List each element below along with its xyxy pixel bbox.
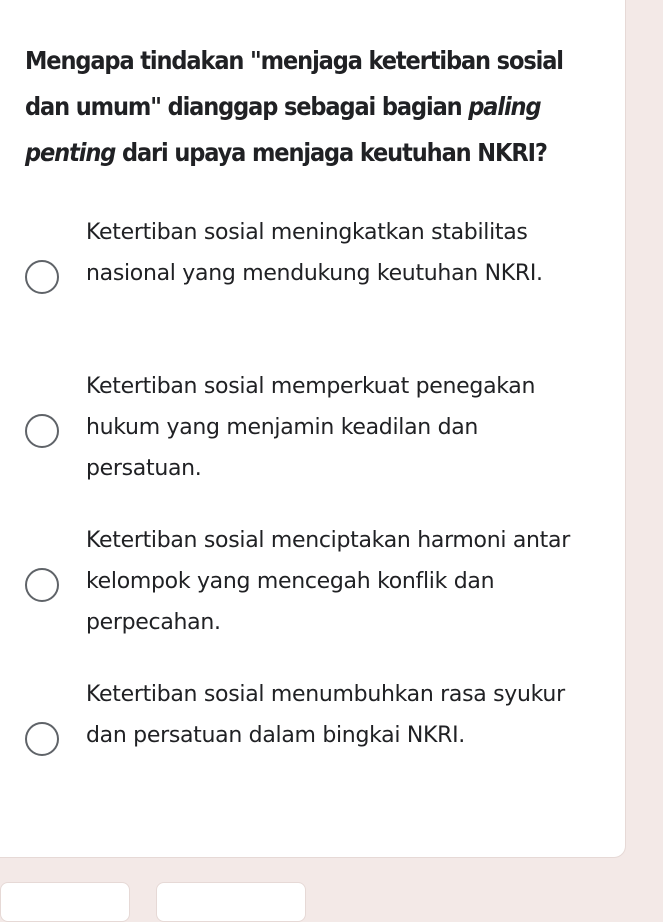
option-3-label: Ketertiban sosial menciptakan harmoni antar kelompok yang mencegah konflik dan perpecahan. xyxy=(86,528,570,635)
option-3[interactable] xyxy=(0,520,626,646)
question-text xyxy=(25,38,595,176)
radio-button-1[interactable] xyxy=(25,260,59,294)
option-2-label: Ketertiban sosial memperkuat penegakan hukum yang menjamin keadilan dan persatuan. xyxy=(86,374,536,481)
question-text-start: Mengapa tindakan "menjaga ketertiban sosial dan umum" dianggap sebagai bagian xyxy=(25,46,563,121)
option-4[interactable] xyxy=(0,674,626,800)
question-text-end: dari upaya menjaga keutuhan NKRI? xyxy=(115,138,547,167)
option-1-label: Ketertiban sosial meningkatkan stabilitas nasional yang mendukung keutuhan NKRI. xyxy=(86,220,543,286)
question-emphasis: paling penting xyxy=(25,92,541,167)
radio-button-3[interactable] xyxy=(25,568,59,602)
radio-button-2[interactable] xyxy=(25,414,59,448)
option-4-label: Ketertiban sosial menumbuhkan rasa syukur dan persatuan dalam bingkai NKRI. xyxy=(86,682,565,748)
back-button[interactable] xyxy=(0,882,130,922)
next-button[interactable] xyxy=(156,882,306,922)
option-1[interactable] xyxy=(0,212,626,338)
radio-button-4[interactable] xyxy=(25,722,59,756)
option-2[interactable] xyxy=(0,366,626,492)
